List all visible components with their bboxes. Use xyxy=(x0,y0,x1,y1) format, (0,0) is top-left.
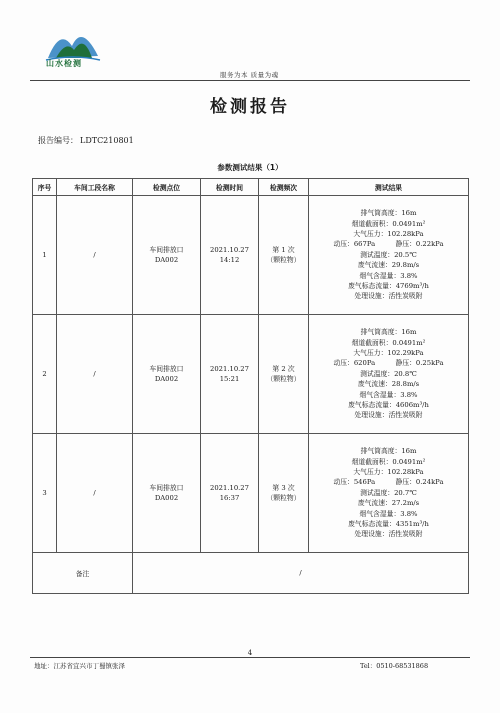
table-row xyxy=(33,196,469,315)
results-table xyxy=(32,178,469,594)
cell-point xyxy=(133,196,201,315)
frequency-count: 第 3 次 xyxy=(272,484,295,492)
note-value: / xyxy=(133,553,469,594)
result-line: 测试温度：20.5℃ xyxy=(360,250,417,259)
header-rule xyxy=(30,80,470,81)
time-date: 2021.10.27 xyxy=(210,246,249,254)
result-line: 大气压力：102.28kPa xyxy=(353,467,424,476)
cell-point xyxy=(133,434,201,553)
point-name: 车间排放口 xyxy=(149,484,184,492)
header-point: 检测点位 xyxy=(133,179,201,196)
frequency-count: 第 2 次 xyxy=(272,365,295,373)
report-number xyxy=(38,135,134,146)
result-line: 废气流速：29.8m/s xyxy=(357,261,420,270)
result-line: 排气筒高度：16m xyxy=(360,209,417,218)
result-line: 测试温度：20.8℃ xyxy=(360,369,417,378)
result-line: 排气筒高度：16m xyxy=(360,328,417,337)
result-line: 烟道截面积：0.0491m² xyxy=(351,219,426,228)
point-name: 车间排放口 xyxy=(149,246,184,254)
cell-results xyxy=(309,196,469,315)
table-row xyxy=(33,315,469,434)
cell-frequency xyxy=(259,196,309,315)
cell-no: 3 xyxy=(33,434,57,553)
cell-time xyxy=(201,196,259,315)
report-number-label: 报告编号： xyxy=(38,136,78,145)
header-frequency: 检测频次 xyxy=(259,179,309,196)
point-code: DA002 xyxy=(154,494,179,502)
footer-address: 地址：江苏省宜兴市丁蜀镇张泽 xyxy=(34,662,125,670)
point-name: 车间排放口 xyxy=(149,365,184,373)
time-clock: 14:12 xyxy=(219,256,240,264)
frequency-item: （颗粒物） xyxy=(266,494,301,502)
result-line: 处理设施：活性炭吸附 xyxy=(354,292,423,301)
cell-workshop: / xyxy=(57,434,133,553)
cell-no: 1 xyxy=(33,196,57,315)
page-number: 4 xyxy=(247,649,253,657)
table-caption: 参数测试结果（1） xyxy=(217,163,283,172)
header-no: 序号 xyxy=(33,179,57,196)
result-line: 烟道截面积：0.0491m² xyxy=(351,457,426,466)
result-line: 排气筒高度：16m xyxy=(360,447,417,456)
frequency-item: （颗粒物） xyxy=(266,256,301,264)
result-line: 废气流速：27.2m/s xyxy=(357,499,420,508)
result-line: 动压：546Pa 静压：0.24kPa xyxy=(333,478,444,487)
cell-frequency xyxy=(259,434,309,553)
result-line: 烟气含湿量：3.8% xyxy=(359,271,418,280)
cell-workshop: / xyxy=(57,315,133,434)
cell-time xyxy=(201,315,259,434)
report-number-value: LDTC210801 xyxy=(80,136,134,145)
page-title: 检测报告 xyxy=(210,97,290,117)
point-code: DA002 xyxy=(154,375,179,383)
result-line: 废气标态流量：4351m³/h xyxy=(348,520,429,529)
cell-no: 2 xyxy=(33,315,57,434)
result-line: 大气压力：102.29kPa xyxy=(353,348,424,357)
slogan: 服务为本 质量为魂 xyxy=(220,71,279,79)
cell-frequency xyxy=(259,315,309,434)
frequency-count: 第 1 次 xyxy=(272,246,295,254)
cell-time xyxy=(201,434,259,553)
result-line: 动压：620Pa 静压：0.25kPa xyxy=(333,359,444,368)
result-line: 烟气含湿量：3.8% xyxy=(359,390,418,399)
result-line: 大气压力：102.28kPa xyxy=(353,229,424,238)
result-line: 废气标态流量：4606m³/h xyxy=(348,401,429,410)
frequency-item: （颗粒物） xyxy=(266,375,301,383)
point-code: DA002 xyxy=(154,256,179,264)
result-line: 废气标态流量：4769m³/h xyxy=(348,282,429,291)
result-line: 烟气含湿量：3.8% xyxy=(359,509,418,518)
time-clock: 16:37 xyxy=(219,494,240,502)
cell-results xyxy=(309,315,469,434)
result-line: 废气流速：28.8m/s xyxy=(357,380,420,389)
header-time: 检测时间 xyxy=(201,179,259,196)
result-line: 烟道截面积：0.0491m² xyxy=(351,338,426,347)
note-row xyxy=(33,553,469,594)
table-header-row xyxy=(33,179,469,196)
result-line: 动压：667Pa 静压：0.22kPa xyxy=(333,240,444,249)
logo-text: 山水检测 xyxy=(46,59,82,68)
note-label: 备注 xyxy=(33,553,133,594)
result-line: 处理设施：活性炭吸附 xyxy=(354,411,423,420)
table-row xyxy=(33,434,469,553)
footer-rule xyxy=(30,657,470,658)
cell-results xyxy=(309,434,469,553)
header-results: 测试结果 xyxy=(309,179,469,196)
cell-point xyxy=(133,315,201,434)
time-date: 2021.10.27 xyxy=(210,365,249,373)
header-workshop: 车间工段名称 xyxy=(57,179,133,196)
time-date: 2021.10.27 xyxy=(210,484,249,492)
result-line: 测试温度：20.7℃ xyxy=(360,488,417,497)
result-line: 处理设施：活性炭吸附 xyxy=(354,530,423,539)
time-clock: 15:21 xyxy=(219,375,240,383)
footer-tel: Tel：0510-68531868 xyxy=(360,662,429,670)
cell-workshop: / xyxy=(57,196,133,315)
